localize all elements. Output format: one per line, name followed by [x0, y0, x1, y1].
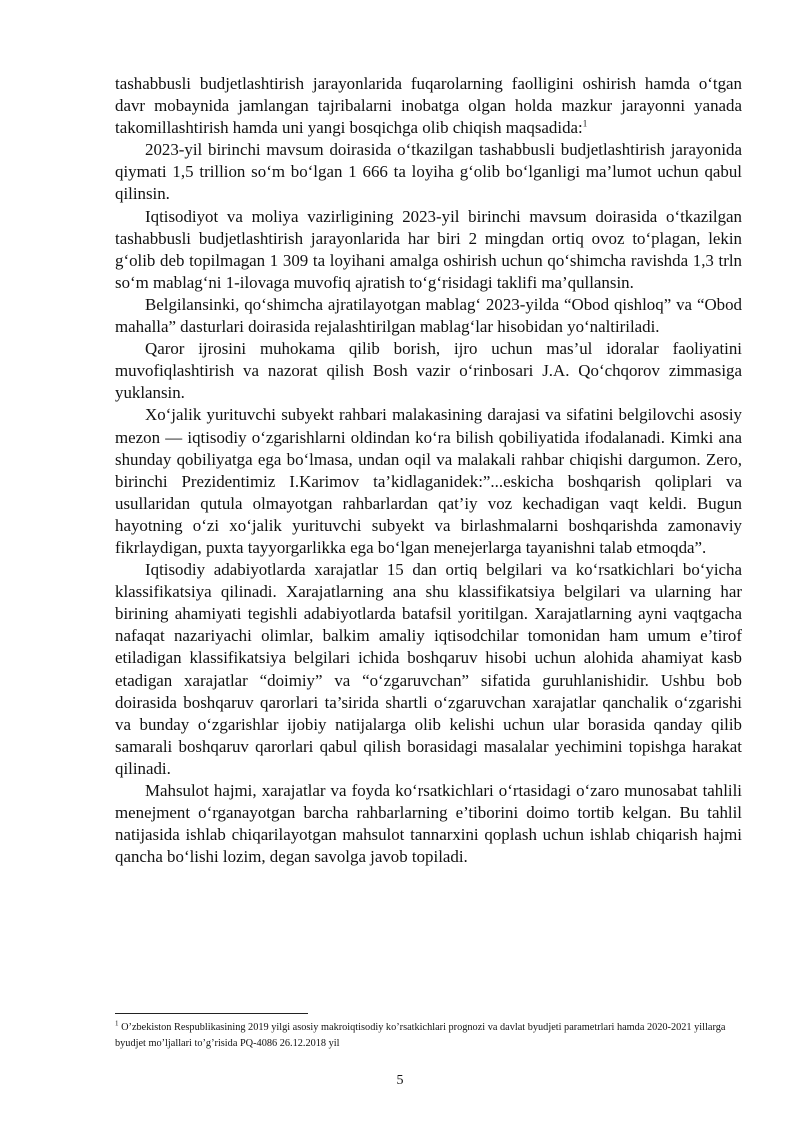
paragraph: 2023-yil birinchi mavsum doirasida o‘tkazilgan tashabbusli budjetlashtirish jarayonida qiymati 1,5 trillion so‘m bo‘lgan 1 666 ta loyiha g‘olib bo‘lganligi ma’lumot uchun qabul qilinsin. — [115, 140, 742, 204]
paragraph-text: tashabbusli budjetlashtirish jarayonlarida fuqarolarning faolligini oshirish hamda o‘tgan davr mobaynida jamlangan tajribalarni inobatga olgan holda mazkur jarayonni yanada takomillashtirish hamda uni yangi bosqichga olib chiqish maqsadida: — [115, 74, 742, 138]
footnote-divider — [115, 1013, 308, 1014]
paragraph: Xo‘jalik yurituvchi subyekt rahbari malakasining darajasi va sifatini belgilovchi asosiy mezon — iqtisodiy o‘zgarishlarni oldindan ko‘ra bilish qobiliyatida ifodalanadi. Kimki ana shunday qobiliyatga ega bo‘lmasa, undan oqil va malakali rahbar chiqishi dargumon. Zero, birinchi Prezidentimiz I.Karimov ta’kidlaganidek:”...eskicha boshqarish qoliplari va usullaridan qutula olmayotgan rahbarlardan qat’iy voz kechadigan vaqt keldi. Bugun hayotning o‘zi xo‘jalik yurituvchi subyekt va birlashmalarni boshqarishda zamonaviy fikrlaydigan, puxta tayyorgarlikka ega bo‘lgan menejerlarga tayanishni talab etmoqda”. — [115, 405, 742, 557]
paragraph: Belgilansinki, qo‘shimcha ajratilayotgan mablag‘ 2023-yilda “Obod qishloq” va “Obod mahalla” dasturlari doirasida rejalashtirilgan mablag‘lar hisobidan yo‘naltiriladi. — [115, 294, 742, 337]
paragraph: Qaror ijrosini muhokama qilib borish, ijro uchun mas’ul idoralar faoliyatini muvofiqlashtirish va nazorat qilish Bosh vazir o‘rinbosari J.A. Qo‘chqorov zimmasiga yuklansin. — [115, 339, 742, 403]
paragraph: Iqtisodiyot va moliya vazirligining 2023-yil birinchi mavsum doirasida o‘tkazilgan tashabbusli budjetlashtirish jarayonlarida har biri 2 mingdan ortiq ovoz to‘plagan, lekin g‘olib deb topilmagan 1 309 ta loyihani amalga oshirish uchun qo‘shimcha ravishda 1,3 trln so‘m mablag‘ni 1-ilovaga muvofiq ajratish to‘g‘risidagi taklifi ma’qullansin. — [115, 206, 742, 292]
paragraph — [115, 73, 742, 139]
paragraph: Iqtisodiy adabiyotlarda xarajatlar 15 dan ortiq belgilari va ko‘rsatkichlari bo‘yicha klassifikatsiya qilinadi. Xarajatlarning ana shu klassifikatsiya belgilari va ularning har birining ahamiyati tegishli adabiyotlarda batafsil yoritilgan. Xarajatlarning ayni vaqtgacha nafaqat nazariyachi olimlar, balkim amaliy iqtisodchilar tomonidan ham umum e’tirof etiladigan klassifikatsiya belgilari ichida boshqaruv hisobi uchun alohida ahamiyat kasb etadigan xarajatlar “doimiy” va “o‘zgaruvchan” sifatida guruhlanishidir. Ushbu bob doirasida boshqaruv qarorlari ta’sirida shartli o‘zgaruvchan xarajatlar qanchalik o‘zgarishi va bunday o‘zgarishlar ijobiy natijalarga olib kelishi uchun ular borasida qanday qilib samarali boshqaruv qarorlari qabul qilish borasidagi masalalar yechimini topishga harakat qilinadi. — [115, 560, 742, 778]
body-text — [115, 73, 742, 868]
footnote-text: O’zbekiston Respublikasining 2019 yilgi asosiy makroiqtisodiy ko’rsatkichlari prognozi va davlat byudjeti parametrlari hamda 2020-2021 yillarga byudjet mo’ljallari to’g’risida PQ-4086 26.12.2018 yil — [115, 1022, 726, 1049]
page-number: 5 — [396, 1073, 404, 1088]
paragraph: Mahsulot hajmi, xarajatlar va foyda ko‘rsatkichlari o‘rtasidagi o‘zaro munosabat tahlili menejment o‘rganayotgan barcha rahbarlarning e’tiborini doimo tortib kelgan. Bu tahlil natijasida ishlab chiqarilayotgan mahsulot tannarxini qoplash uchun ishlab chiqarish hajmi qancha bo‘lishi lozim, degan savolga javob topiladi. — [115, 781, 742, 867]
footnote-marker: 1 — [115, 1019, 119, 1028]
footnote-reference[interactable]: 1 — [582, 118, 588, 129]
footnote — [115, 1020, 745, 1052]
